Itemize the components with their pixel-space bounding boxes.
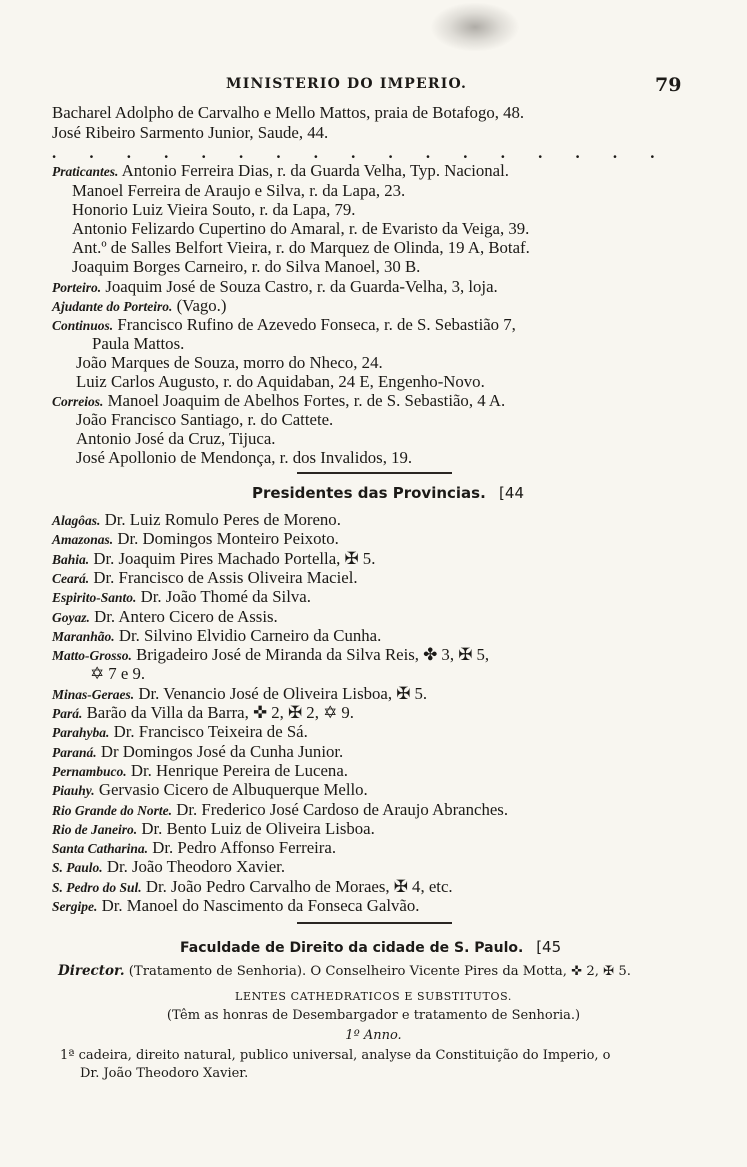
- province-label: Goyaz.: [52, 609, 90, 625]
- ellipsis-dots: . . . . . . . . . . . . . . . . .: [52, 143, 669, 162]
- president-name: Dr. Bento Luiz de Oliveira Lisboa.: [141, 818, 375, 838]
- president-name: Dr. Venancio José de Oliveira Lisboa, ✠ 5.: [138, 683, 428, 703]
- province-label: Pernambuco.: [52, 763, 127, 779]
- president-name: Dr. João Theodoro Xavier.: [106, 857, 286, 877]
- president-name: Dr. Henrique Pereira de Lucena.: [130, 760, 348, 780]
- president-row: [52, 549, 707, 570]
- text-line: Manoel Ferreira de Araujo e Silva, r. da Lapa, 23.: [72, 181, 406, 200]
- director-row: [58, 961, 707, 982]
- section-divider: [297, 922, 452, 924]
- section-heading: [252, 484, 524, 502]
- text-line: Dr. João Theodoro Xavier.: [80, 1066, 249, 1081]
- year-heading: 1º Anno.: [345, 1028, 402, 1043]
- president-row: [52, 896, 707, 917]
- president-name: Brigadeiro José de Miranda da Silva Reis, ✤ 3, ✠ 5,: [136, 645, 490, 665]
- province-label: Bahia.: [52, 551, 90, 567]
- president-name: Dr. Luiz Romulo Peres de Moreno.: [104, 510, 341, 529]
- province-label: Sergipe.: [52, 899, 98, 914]
- text-line: Paula Mattos.: [92, 334, 185, 353]
- text-line: Antonio Felizardo Cupertino do Amaral, r. de Evaristo da Veiga, 39.: [72, 219, 530, 238]
- president-row: [52, 761, 707, 782]
- text-line: José Ribeiro Sarmento Junior, Saude, 44.: [52, 123, 329, 142]
- president-row: [52, 722, 707, 743]
- province-label: S. Pedro do Sul.: [52, 879, 142, 895]
- row-text: (Tratamento de Senhoria). O Conselheiro Vicente Pires da Motta, ✜ 2, ✠ 5.: [128, 964, 631, 979]
- section-heading: [180, 938, 561, 956]
- subheading: LENTES CATHEDRATICOS E SUBSTITUTOS.: [235, 990, 512, 1003]
- province-label: Piauhy.: [52, 783, 95, 799]
- page-header: [0, 76, 747, 98]
- president-row: [52, 838, 707, 859]
- continuos-row: [52, 315, 707, 336]
- text-line: Honorio Luiz Vieira Souto, r. da Lapa, 79.: [72, 200, 356, 219]
- section-number: [45: [536, 938, 562, 956]
- province-label: Santa Catharina.: [52, 841, 149, 857]
- province-label: Rio Grande do Norte.: [52, 802, 173, 818]
- section-number: [44: [499, 484, 524, 502]
- province-label: Amazonas.: [52, 532, 114, 548]
- row-label: Director.: [58, 963, 125, 979]
- province-label: Pará.: [52, 706, 83, 721]
- text-line: Bacharel Adolpho de Carvalho e Mello Mattos, praia de Botafogo, 48.: [52, 103, 525, 122]
- president-name: Dr. Francisco de Assis Oliveira Maciel.: [93, 567, 358, 587]
- text-line: João Francisco Santiago, r. do Cattete.: [76, 410, 334, 429]
- province-label: Ceará.: [52, 570, 90, 586]
- text-line: Luiz Carlos Augusto, r. do Aquidaban, 24 E, Engenho-Novo.: [76, 372, 485, 391]
- president-row: [52, 626, 707, 647]
- row-label: Ajudante do Porteiro.: [52, 299, 173, 314]
- text-line: João Marques de Souza, morro do Nheco, 24.: [76, 353, 383, 372]
- president-row: [52, 857, 707, 878]
- president-name: Dr. Francisco Teixeira de Sá.: [113, 722, 308, 742]
- province-label: Maranhão.: [52, 628, 115, 644]
- row-text: (Vago.): [176, 296, 227, 315]
- president-name: Dr. Antero Cicero de Assis.: [94, 606, 278, 626]
- text-line: Antonio José da Cruz, Tijuca.: [76, 429, 276, 448]
- president-row: [52, 800, 707, 821]
- page-number: 79: [655, 74, 682, 96]
- president-name: Dr. Frederico José Cardoso de Araujo Abranches.: [176, 799, 509, 819]
- row-text: Manoel Joaquim de Abelhos Fortes, r. de S. Sebastião, 4 A.: [107, 391, 506, 410]
- province-label: Espirito-Santo.: [52, 590, 137, 606]
- president-name: Dr. Domingos Monteiro Peixoto.: [117, 529, 339, 549]
- president-row: [90, 664, 707, 684]
- section-title: Faculdade de Direito da cidade de S. Paulo.: [180, 940, 524, 956]
- row-label: Praticantes.: [52, 164, 119, 179]
- province-label: Matto-Grosso.: [52, 648, 132, 664]
- row-text: Francisco Rufino de Azevedo Fonseca, r. de S. Sebastião 7,: [117, 315, 516, 334]
- text-line: Joaquim Borges Carneiro, r. do Silva Manoel, 30 B.: [72, 257, 421, 276]
- president-name: Dr. Silvino Elvidio Carneiro da Cunha.: [118, 625, 382, 645]
- row-label: Correios.: [52, 394, 104, 409]
- president-name: Dr Domingos José da Cunha Junior.: [100, 741, 344, 761]
- correios-row: [52, 391, 707, 412]
- president-row: [52, 684, 707, 705]
- row-text: Joaquim José de Souza Castro, r. da Guarda-Velha, 3, loja.: [105, 277, 498, 296]
- row-text: Antonio Ferreira Dias, r. da Guarda Velha, Typ. Nacional.: [121, 161, 509, 180]
- president-name: Barão da Villa da Barra, ✜ 2, ✠ 2, ✡ 9.: [86, 703, 354, 722]
- president-name: Dr. João Thomé da Silva.: [140, 587, 311, 607]
- text-line: 1ª cadeira, direito natural, publico universal, analyse da Constituição do Imperio, o: [60, 1048, 611, 1063]
- province-label: Rio de Janeiro.: [52, 821, 138, 837]
- president-name: ✡ 7 e 9.: [90, 664, 146, 684]
- province-label: S. Paulo.: [52, 860, 103, 876]
- praticantes-row: [52, 161, 707, 182]
- province-label: Minas-Geraes.: [52, 686, 135, 702]
- text-line: Ant.º de Salles Belfort Vieira, r. do Marquez de Olinda, 19 A, Botaf.: [72, 238, 530, 257]
- row-label: Continuos.: [52, 318, 114, 333]
- president-row: [52, 645, 707, 666]
- president-row: [52, 703, 707, 724]
- president-name: Dr. Joaquim Pires Machado Portella, ✠ 5.: [93, 548, 376, 568]
- page-title: MINISTERIO DO IMPERIO.: [226, 76, 468, 92]
- president-row: [52, 510, 707, 531]
- president-row: [52, 529, 707, 550]
- president-name: Gervasio Cicero de Albuquerque Mello.: [98, 780, 368, 800]
- province-label: Paraná.: [52, 744, 97, 760]
- section-title: Presidentes das Provincias.: [252, 484, 486, 502]
- president-row: [52, 742, 707, 763]
- president-row: [52, 877, 707, 898]
- subheading: (Têm as honras de Desembargador e tratamento de Senhoria.): [166, 1008, 581, 1023]
- president-row: [52, 780, 707, 801]
- president-row: [52, 607, 707, 628]
- ajudante-row: [52, 296, 707, 317]
- president-name: Dr. João Pedro Carvalho de Moraes, ✠ 4, etc.: [145, 876, 453, 896]
- president-row: [52, 587, 707, 608]
- province-label: Parahyba.: [52, 725, 110, 741]
- president-name: Dr. Manoel do Nascimento da Fonseca Galvão.: [101, 896, 420, 915]
- row-label: Porteiro.: [52, 280, 102, 295]
- text-line: José Apollonio de Mendonça, r. dos Invalidos, 19.: [76, 448, 413, 467]
- section-divider: [297, 472, 452, 474]
- president-row: [52, 819, 707, 840]
- ink-smudge: [430, 2, 520, 52]
- province-label: Alagôas.: [52, 513, 101, 528]
- porteiro-row: [52, 277, 707, 298]
- president-row: [52, 568, 707, 589]
- president-name: Dr. Pedro Affonso Ferreira.: [152, 838, 337, 858]
